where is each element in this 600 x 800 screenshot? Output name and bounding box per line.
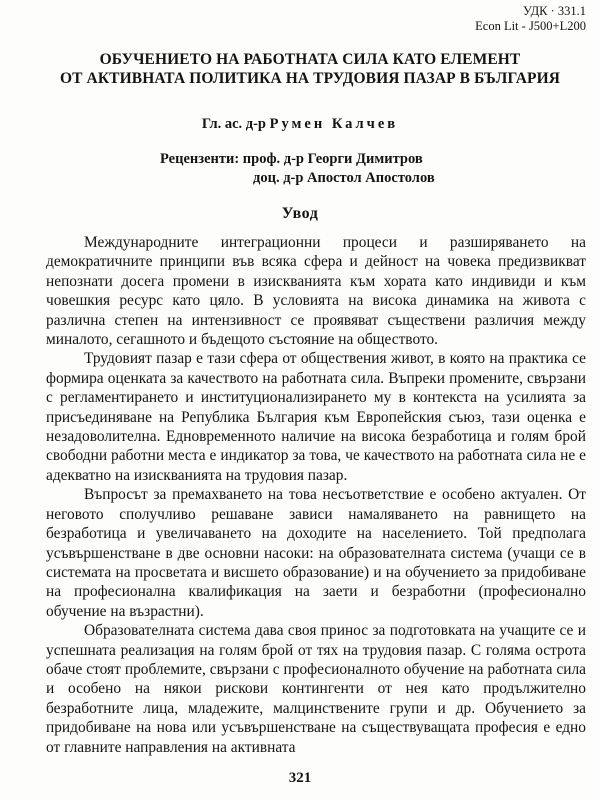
econlit-code: Econ Lit - J500+L200 [475, 19, 586, 33]
classification-codes [475, 4, 586, 34]
reviewers-line-2: доц. д-р Апостол Апостолов [253, 170, 435, 186]
reviewers-block [160, 150, 435, 188]
title-line-2: ОТ АКТИВНАТА ПОЛИТИКА НА ТРУДОВИЯ ПАЗАР В БЪЛГАРИЯ [59, 70, 561, 87]
article-title [40, 50, 580, 88]
reviewers-line-1: Рецензенти: проф. д-р Георги Димитров [160, 151, 423, 167]
title-line-1: ОБУЧЕНИЕТО НА РАБОТНАТА СИЛА КАТО ЕЛЕМЕНТ [99, 51, 521, 68]
body-text [46, 233, 586, 757]
paragraph-1: Международните интеграционни процеси и разширяването на демократичните принципи във всяка сфера и дейност на човека предизвикват непознати досега промени в изискванията към хората като индивиди и към човешкия ресурс като цяло. В условията на висока динамика на живота с различна степен на интензивност се проявяват съществени различия между миналото, сегашното и бъдещото състояние на обществото. [46, 234, 586, 349]
paragraph-3: Въпросът за премахването на това несъответствие е особено актуален. От неговото сполучливо решаване зависи намаляването на равнището на безработица и увеличаването на доходите на населението. Той предполага усъвършенстване в две основни насоки: на образователната система (учащи се в системата на просветата и висшето образование) и на обучението за придобиване на професионална квалификация на заети и безработни (професионално обучение на възрастни). [46, 486, 586, 620]
author-line [0, 116, 600, 133]
paragraph-2: Трудовият пазар е тази сфера от обществения живот, в която на практика се формира оценката за качеството на работната сила. Въпреки промените, свързани с регламентирането и институционализирането му в контекста на усилията за присъединяване на Република България към Европейския съюз, тази оценка е незадоволителна. Едновременното наличие на висока безработица и голям брой свободни работни места е индикатор за това, че качеството на работната сила не е адекватно на изискванията на трудовия пазар. [46, 350, 586, 484]
page-number: 321 [288, 770, 312, 786]
section-heading: Увод [281, 205, 319, 222]
author-name: Румен Калчев [269, 116, 399, 132]
author-prefix: Гл. ас. д-р [201, 116, 266, 132]
udk-code: УДК · 331.1 [523, 4, 586, 18]
paragraph-4: Образователната система дава своя принос за подготовката на учащите се и успешната реализация на голям брой от тях на трудовия пазар. С голяма острота обаче стоят проблемите, свързани с професионалното обучение на работната сила и особено на някои рискови контингенти от нея като продължително безработните лица, младежите, малцинствените групи и др. Обучението за придобиване на нова или усъвършенстване на съществуващата професия е едно от главните направления на активната [46, 622, 586, 756]
